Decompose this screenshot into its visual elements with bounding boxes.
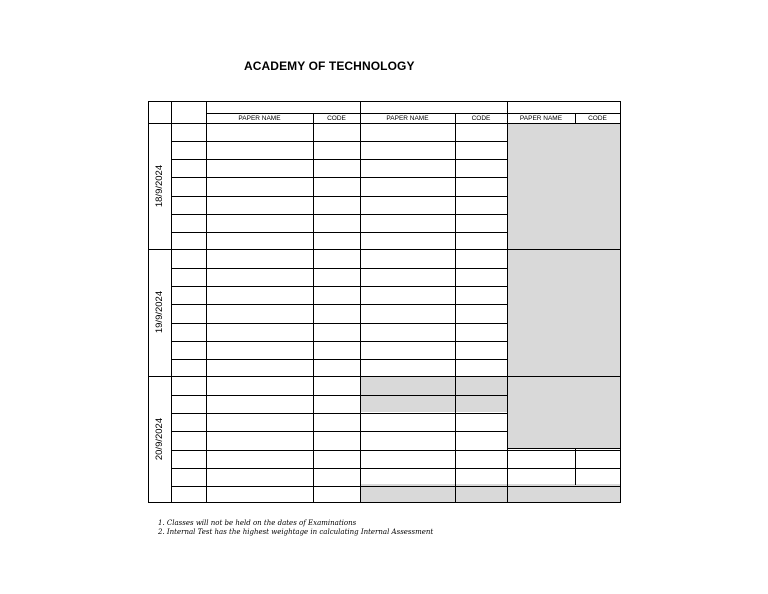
grid-line [171, 431, 508, 432]
shaded-block-day1 [507, 123, 620, 249]
grid-line [148, 123, 621, 124]
grid-line [148, 101, 172, 102]
note-1: 1. Classes will not be held on the dates of Examinations [158, 519, 357, 527]
grid-line [171, 450, 508, 451]
grid-line [507, 450, 621, 451]
date-label-day1: 18/9/2024 [154, 164, 165, 208]
grid-line [171, 304, 508, 305]
grid-line [171, 341, 508, 342]
grid-line [575, 113, 576, 124]
grid-line [148, 249, 621, 250]
grid-line [507, 448, 621, 449]
header-paper-name-3: PAPER NAME [519, 115, 563, 122]
grid-line [206, 101, 207, 503]
grid-line [171, 101, 207, 102]
header-paper-name-2: PAPER NAME [386, 115, 429, 122]
grid-line [148, 502, 621, 503]
grid-line [455, 113, 456, 503]
grid-line [171, 486, 508, 487]
grid-line [171, 101, 172, 503]
grid-line [171, 359, 508, 360]
grid-line [171, 196, 508, 197]
grid-line [171, 286, 508, 287]
grid-line [507, 468, 621, 469]
header-code-1: CODE [327, 115, 346, 122]
grid-line [171, 214, 508, 215]
grid-line [206, 101, 621, 102]
grid-line [171, 268, 508, 269]
grid-line [575, 448, 576, 485]
grid-line [206, 113, 621, 114]
grid-line [171, 413, 508, 414]
header-paper-name-1: PAPER NAME [238, 115, 281, 122]
grid-line [507, 101, 508, 503]
note-2: 2. Internal Test has the highest weightage in calculating Internal Assessment [158, 528, 434, 536]
grid-line [360, 101, 361, 503]
grid-line [313, 113, 314, 503]
shaded-block-day2 [507, 249, 620, 376]
shaded-block-day3 [507, 376, 620, 448]
grid-line [171, 395, 508, 396]
grid-line [148, 101, 149, 503]
date-label-day2: 19/9/2024 [154, 290, 165, 334]
grid-line [171, 468, 508, 469]
grid-line [620, 101, 621, 503]
shaded-cells-mid [360, 376, 507, 412]
grid-line [171, 141, 508, 142]
grid-line [148, 376, 621, 377]
grid-line [507, 486, 621, 487]
header-code-2: CODE [471, 115, 491, 122]
date-label-day3: 20/9/2024 [154, 417, 165, 461]
grid-line [171, 232, 508, 233]
page-title: ACADEMY OF TECHNOLOGY [244, 59, 415, 73]
header-code-3: CODE [588, 115, 607, 122]
grid-line [171, 159, 508, 160]
grid-line [171, 177, 508, 178]
grid-line [171, 323, 508, 324]
